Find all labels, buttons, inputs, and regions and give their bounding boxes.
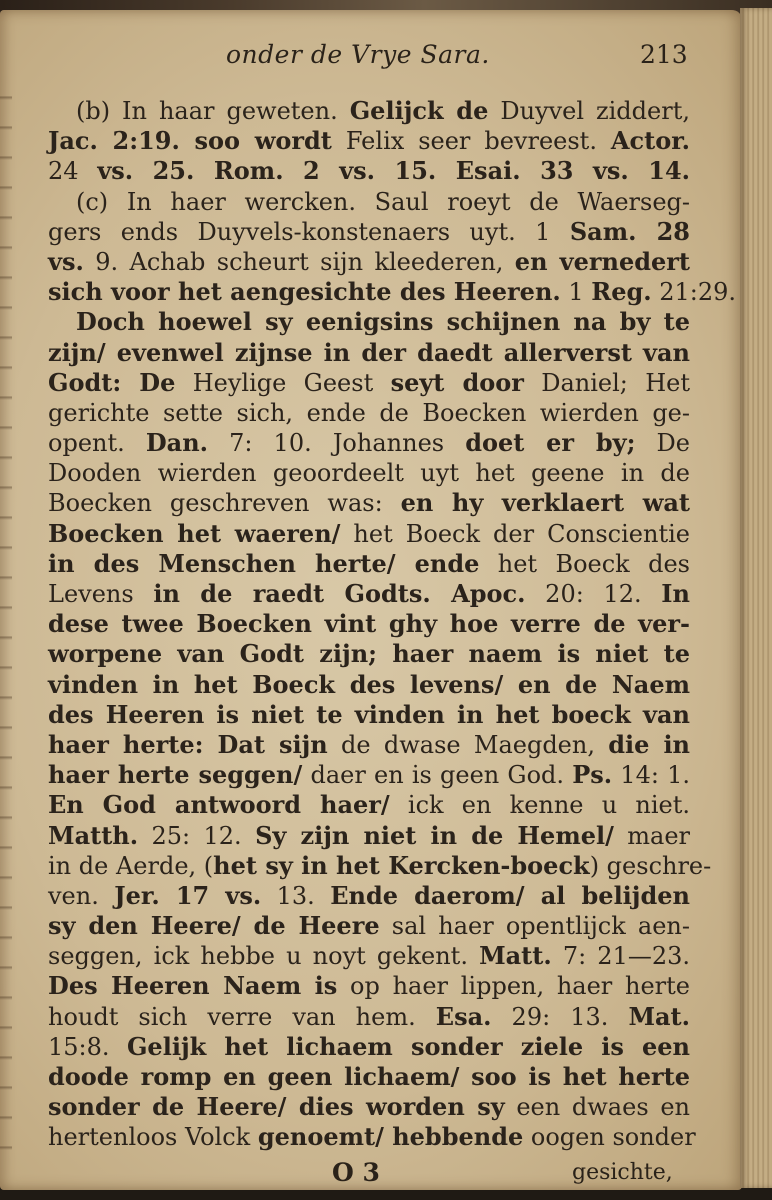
text-line [48,187,690,217]
blackletter-run: seyt door [390,367,524,397]
roman-run: 9. Achab scheurt sijn kleederen, [83,247,515,276]
blackletter-run: Jer. 17 vs. [114,880,262,910]
blackletter-run: Sam. 28 [569,216,691,246]
blackletter-run: haer herte: Dat sijn [48,729,328,759]
text-line [48,670,690,700]
blackletter-run: Reg. [591,277,652,307]
roman-run: oogen sonder [523,1123,696,1152]
blackletter-run: in de raedt Godts. Apoc. [153,579,526,608]
roman-run: een dwaes en [504,1093,690,1122]
blackletter-run: Gelijck de [349,96,489,125]
text-line [48,519,690,549]
blackletter-run: die in [608,729,691,759]
blackletter-run: Dan. [145,428,209,458]
roman-run: op haer lippen, haer herte [337,972,690,1001]
blackletter-run: Matt. [479,941,552,971]
blackletter-run: Mat. [628,1001,690,1031]
text-line [48,1092,690,1122]
roman-run: in de Aerde, ( [48,851,214,880]
gutter-bleed-through [0,70,12,1170]
text-line [48,307,690,337]
blackletter-run: Doch hoewel sy eenigsins schijnen na by te [76,307,690,337]
text-line [48,428,690,458]
text-line [48,1122,696,1152]
text-line [48,1032,690,1062]
blackletter-run: En God antwoord haer/ [48,790,390,820]
text-line [48,579,690,609]
roman-run: 29: 13. [491,1002,629,1031]
blackletter-run: Ps. [572,760,613,790]
text-line [48,458,690,488]
roman-run: Dooden wierden geoordeelt uyt het geene in de [48,459,690,488]
roman-run: daer en is geen God. [302,761,573,790]
roman-run: gers ends Duyvels-konstenaers uyt. 1 [48,217,570,246]
text-line [48,971,690,1001]
text-line [48,398,690,428]
roman-run: ick en kenne u niet. [389,791,690,820]
roman-run: 7: 10. Johannes [208,429,466,458]
text-line [48,821,690,851]
roman-run: sal haer opentlijck aen- [379,912,690,941]
text-line [48,881,690,911]
text-line [48,609,690,639]
blackletter-run: Sy zijn niet in de Hemel/ [255,820,614,850]
roman-run: 14: 1. [612,761,691,790]
blackletter-run: Jac. 2:19. soo wordt [48,126,332,156]
roman-run: seggen, ick hebbe u noyt gekent. [48,942,480,971]
roman-run: de dwase Maegden, [327,730,609,759]
blackletter-run: Ende daerom/ al belijden [330,880,690,910]
text-line [48,338,690,368]
roman-run: Felix seer bevreest. [331,127,611,156]
roman-run: Duyvel ziddert, [488,97,690,125]
text-line [48,639,690,669]
text-line [48,96,690,126]
running-title: onder de Vrye Sara. [226,40,490,69]
blackletter-run: vinden in het Boeck des levens/ en de Naem [48,669,690,699]
text-line [48,156,690,186]
roman-run: opent. [48,429,146,458]
text-line [48,247,690,277]
text-line [48,730,690,760]
roman-run: maer [613,821,691,850]
blackletter-run: sich voor het aengesichte des Heeren. [48,277,561,307]
roman-run: het Boeck der Conscientie [340,519,690,548]
blackletter-run: in des Menschen herte/ ende [48,548,480,578]
roman-run: ) geschre- [589,851,712,880]
roman-run: 20: 12. [525,580,662,608]
roman-run: 13. [261,881,331,910]
catchword: gesichte, [572,1160,673,1185]
blackletter-run: Boecken het waeren/ [48,518,341,548]
text-line [48,368,690,398]
blackletter-run: In [661,579,690,608]
blackletter-run: dese twee Boecken vint ghy hoe verre de ver- [48,609,690,639]
page-sheet [0,10,742,1190]
text-line [48,126,690,156]
roman-run: Daniel; Het [523,368,690,397]
page-stack-edge [740,8,772,1188]
roman-run: gerichte sette sich, ende de Boecken wierden ge- [48,398,690,427]
roman-run: De [635,429,691,458]
roman-run: (b) In haar geweten. [76,97,350,125]
blackletter-run: sonder de Heere/ dies worden sy [48,1092,505,1122]
blackletter-run: doet er by; [465,428,636,458]
blackletter-run: Matth. [48,820,139,850]
page-footer [0,1158,742,1192]
blackletter-run: worpene van Godt zijn; haer naem is niet te [48,639,690,669]
roman-run: Boecken geschreven was: [48,489,401,518]
roman-run: Levens [48,580,154,608]
body-text [48,96,737,1153]
blackletter-run: vs. [48,246,84,276]
blackletter-run: en vernedert [514,246,690,276]
signature-mark: O 3 [332,1158,380,1187]
blackletter-run: genoemt/ hebbende [257,1122,524,1152]
page-number: 213 [640,40,688,69]
blackletter-run: en hy verklaert wat [400,488,691,518]
text-line [48,700,690,730]
text-line [48,277,737,307]
blackletter-run: Gelijk het lichaem sonder ziele is een [126,1031,691,1061]
text-line [48,1002,690,1032]
roman-run: 15:8. [48,1032,127,1061]
page-header [0,40,742,76]
text-line [48,911,690,941]
text-line [48,850,712,881]
blackletter-run: vs. 25. Rom. 2 vs. 15. Esai. 33 vs. 14. [97,156,691,186]
roman-run: Heylige Geest [175,368,391,397]
roman-run: 24 [48,157,98,186]
text-line [48,488,690,518]
roman-run: 7: 21—23. [551,942,690,971]
blackletter-run: Esa. [435,1001,492,1031]
text-line [48,760,690,790]
blackletter-run: zijn/ evenwel zijnse in der daedt allerverst van [48,337,690,367]
text-line [48,1062,690,1092]
roman-run: het Boeck des [479,549,690,578]
blackletter-run: Godt: De [48,367,176,397]
blackletter-run: doode romp en geen lichaem/ soo is het herte [48,1062,690,1091]
blackletter-run: haer herte seggen/ [48,760,303,790]
roman-run: houdt sich verre van hem. [48,1002,436,1031]
blackletter-run: het sy in het Kercken-boeck [213,850,590,880]
blackletter-run: des Heeren is niet te vinden in het boeck van [48,699,690,729]
text-line [48,790,690,820]
roman-run: 21:29. [651,278,737,307]
text-line [48,217,690,247]
text-line [48,549,690,579]
text-line [48,941,690,971]
roman-run: 1 [560,278,592,307]
roman-run: hertenloos Volck [48,1123,258,1152]
roman-run: ven. [48,881,115,910]
roman-run: (c) In haer wercken. Saul roeyt de Waerseg- [76,187,690,216]
blackletter-run: Actor. [610,126,691,156]
blackletter-run: Des Heeren Naem is [48,971,338,1001]
blackletter-run: sy den Heere/ de Heere [48,911,380,941]
roman-run: 25: 12. [138,821,256,850]
